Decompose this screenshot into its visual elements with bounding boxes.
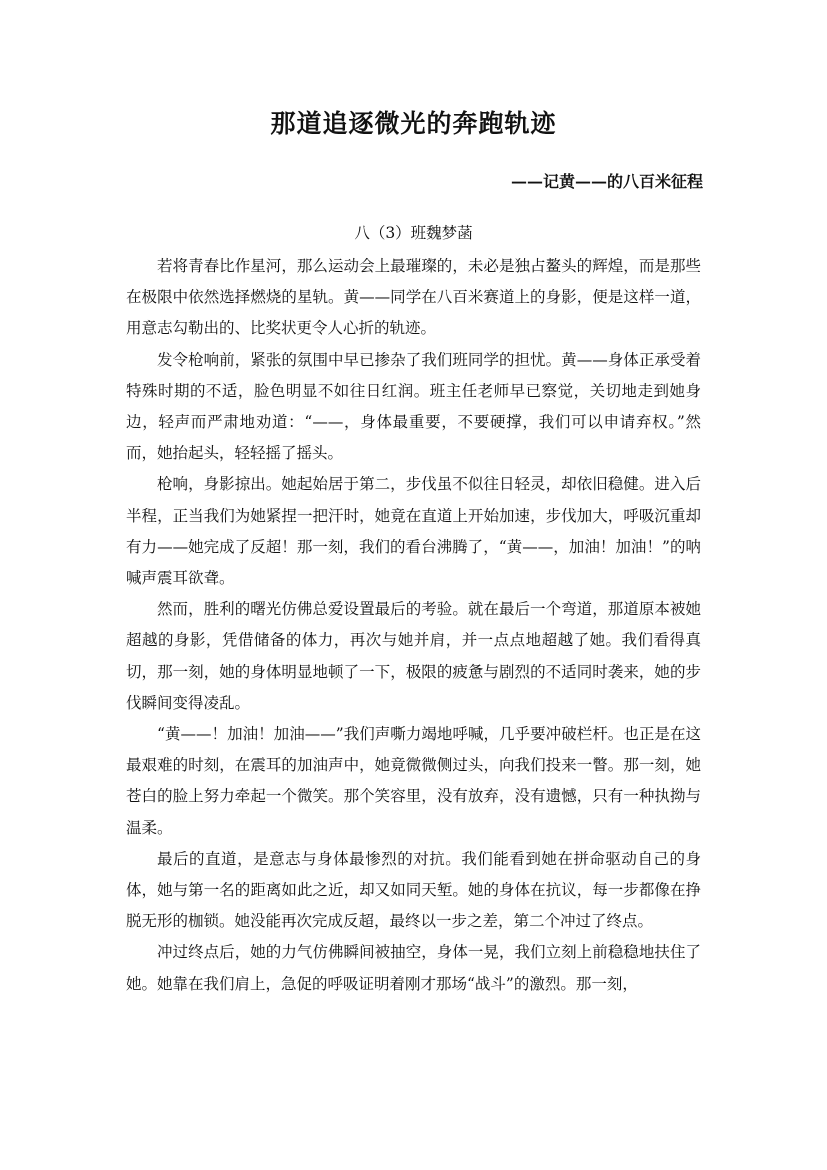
author-line: 八（3）班魏梦菡 xyxy=(354,224,473,242)
paragraph: 枪响，身影掠出。她起始居于第二，步伐虽不似往日轻灵，却依旧稳健。进入后半程，正当我们为她紧捏一把汗时，她竟在直道上开始加速，步伐加大，呼吸沉重却有力——她完成了反超！那一刻，我们的看台沸腾了，“黄——，加油！加油！”的呐喊声震耳欲聋。 xyxy=(126,475,701,588)
article-body xyxy=(126,251,701,1000)
document-subtitle: ——记黄——的八百米征程 xyxy=(510,172,703,191)
paragraph: 冲过终点后，她的力气仿佛瞬间被抽空，身体一晃，我们立刻上前稳稳地扶住了她。她靠在我们肩上，急促的呼吸证明着刚才那场“战斗”的激烈。那一刻， xyxy=(126,943,701,993)
paragraph: 然而，胜利的曙光仿佛总爱设置最后的考验。就在最后一个弯道，那道原本被她超越的身影，凭借储备的体力，再次与她并肩，并一点点地超越了她。我们看得真切，那一刻，她的身体明显地顿了一下，极限的疲惫与剧烈的不适同时袭来，她的步伐瞬间变得凌乱。 xyxy=(126,600,701,712)
paragraph: “黄——！加油！加油——”我们声嘶力竭地呼喊，几乎要冲破栏杆。也正是在这最艰难的时刻，在震耳的加油声中，她竟微微侧过头，向我们投来一瞥。那一刻，她苍白的脸上努力牵起一个微笑。那个笑容里，没有放弃，没有遗憾，只有一种执拗与温柔。 xyxy=(126,725,701,837)
paragraph: 发令枪响前，紧张的氛围中早已掺杂了我们班同学的担忧。黄——身体正承受着特殊时期的不适，脸色明显不如往日红润。班主任老师早已察觉，关切地走到她身边，轻声而严肃地劝道：“——，身体最重要，不要硬撑，我们可以申请弃权。”然而，她抬起头，轻轻摇了摇头。 xyxy=(126,350,701,463)
document-title: 那道追逐微光的奔跑轨迹 xyxy=(270,109,557,138)
paragraph: 若将青春比作星河，那么运动会上最璀璨的，未必是独占鳌头的辉煌，而是那些在极限中依然选择燃烧的星轨。黄——同学在八百米赛道上的身影，便是这样一道，用意志勾勒出的、比奖状更令人心折的轨迹。 xyxy=(126,257,701,338)
paragraph: 最后的直道，是意志与身体最惨烈的对抗。我们能看到她在拼命驱动自己的身体，她与第一名的距离如此之近，却又如同天堑。她的身体在抗议，每一步都像在挣脱无形的枷锁。她没能再次完成反超，最终以一步之差，第二个冲过了终点。 xyxy=(126,849,701,931)
